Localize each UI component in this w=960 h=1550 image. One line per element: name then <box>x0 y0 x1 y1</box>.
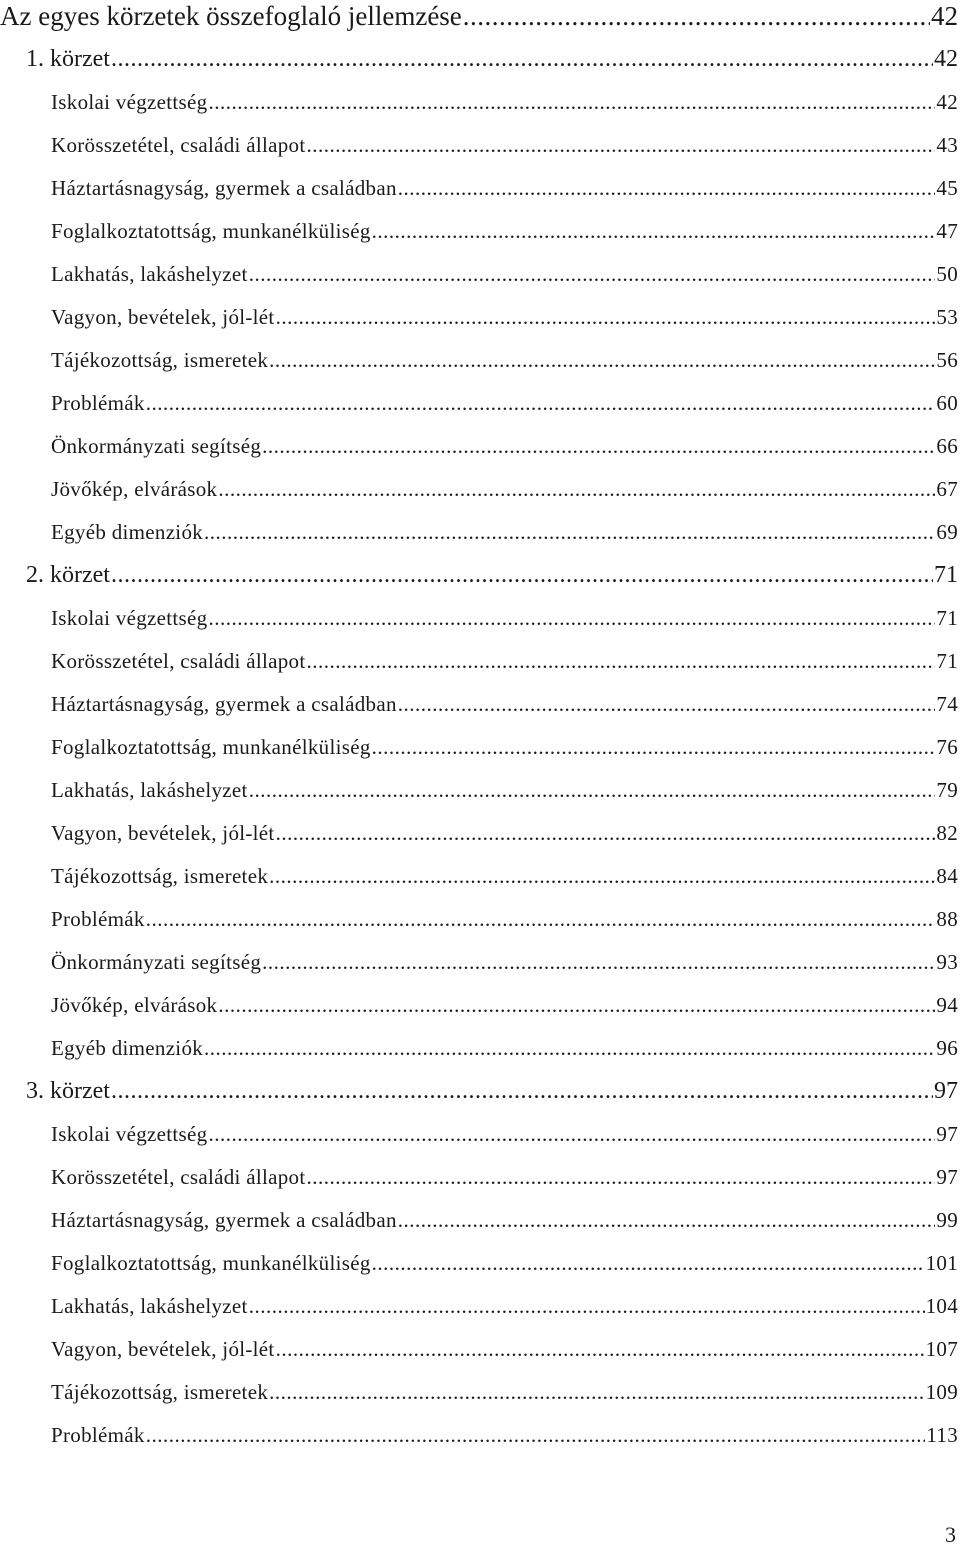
toc-subsection-entry[interactable] <box>0 1414 960 1457</box>
toc-entry-page: 113 <box>926 1423 958 1447</box>
toc-subsection-entry[interactable] <box>0 167 960 210</box>
toc-entry-page: 69 <box>936 520 958 544</box>
toc-entry-page: 71 <box>936 649 958 673</box>
toc-entry-label: Korösszetétel, családi állapot <box>51 1165 306 1189</box>
toc-entry-page: 99 <box>936 1208 958 1232</box>
toc-entry-label: 3. körzet <box>26 1078 110 1104</box>
toc-subsection-entry[interactable] <box>0 597 960 640</box>
toc-subsection-entry[interactable] <box>0 124 960 167</box>
toc-entry-page: 97 <box>936 1165 958 1189</box>
dot-leader <box>307 640 936 683</box>
toc-entry-label: Foglalkoztatottság, munkanélküliség <box>51 1251 371 1275</box>
toc-entry-page: 74 <box>936 692 958 716</box>
dot-leader <box>372 726 936 769</box>
toc-entry-label: Korösszetétel, családi állapot <box>51 649 306 673</box>
dot-leader <box>398 167 936 210</box>
dot-leader <box>208 81 935 124</box>
dot-leader <box>262 425 935 468</box>
toc-entry-label: Problémák <box>51 1423 145 1447</box>
dot-leader <box>276 812 936 855</box>
toc-subsection-entry[interactable] <box>0 1242 960 1285</box>
toc-entry-page: 42 <box>931 1 958 31</box>
toc-entry-page: 56 <box>936 348 958 372</box>
toc-entry-label: Vagyon, bevételek, jól-lét <box>51 821 275 845</box>
toc-subsection-entry[interactable] <box>0 984 960 1027</box>
toc-subsection-entry[interactable] <box>0 1156 960 1199</box>
toc-entry-label: Vagyon, bevételek, jól-lét <box>51 305 275 329</box>
toc-subsection-entry[interactable] <box>0 81 960 124</box>
dot-leader <box>146 898 936 941</box>
toc-entry-label: Önkormányzati segítség <box>51 950 262 974</box>
page-number: 3 <box>945 1522 956 1547</box>
toc-entry-label: Jövőkép, elvárások <box>51 993 218 1017</box>
toc-entry-label: Iskolai végzettség <box>51 90 208 114</box>
toc-entry-label: Problémák <box>51 907 145 931</box>
toc-entry-page: 71 <box>936 606 958 630</box>
toc-subsection-entry[interactable] <box>0 812 960 855</box>
toc-entry-page: 94 <box>936 993 958 1017</box>
toc-entry-page: 82 <box>936 821 958 845</box>
dot-leader <box>463 0 930 38</box>
toc-subsection-entry[interactable] <box>0 726 960 769</box>
toc-subsection-entry[interactable] <box>0 425 960 468</box>
dot-leader <box>204 1027 935 1070</box>
toc-entry-page: 88 <box>936 907 958 931</box>
toc-entry-label: Lakhatás, lakáshelyzet <box>51 778 248 802</box>
dot-leader <box>146 382 936 425</box>
toc-entry-label: Háztartásnagyság, gyermek a családban <box>51 692 397 716</box>
toc-entry-page: 96 <box>936 1036 958 1060</box>
dot-leader <box>249 253 936 296</box>
toc-entry-label: Foglalkoztatottság, munkanélküliség <box>51 735 371 759</box>
dot-leader <box>276 1328 925 1371</box>
toc-subsection-entry[interactable] <box>0 769 960 812</box>
dot-leader <box>307 124 936 167</box>
dot-leader <box>146 1414 926 1457</box>
dot-leader <box>398 1199 936 1242</box>
toc-subsection-entry[interactable] <box>0 1199 960 1242</box>
dot-leader <box>111 38 933 81</box>
toc-subsection-entry[interactable] <box>0 1371 960 1414</box>
toc-entry-label: Egyéb dimenziók <box>51 1036 204 1060</box>
toc-subsection-entry[interactable] <box>0 210 960 253</box>
toc-entry-label: Az egyes körzetek összefoglaló jellemzése <box>0 1 462 31</box>
toc-entry-label: Iskolai végzettség <box>51 1122 208 1146</box>
dot-leader <box>307 1156 936 1199</box>
dot-leader <box>218 468 935 511</box>
toc-entry-page: 104 <box>925 1294 958 1318</box>
toc-subsection-entry[interactable] <box>0 855 960 898</box>
toc-entry-label: 1. körzet <box>26 46 110 72</box>
toc-entry-page: 60 <box>936 391 958 415</box>
toc-entry-page: 42 <box>936 90 958 114</box>
toc-subsection-entry[interactable] <box>0 898 960 941</box>
toc-entry-page: 93 <box>936 950 958 974</box>
toc-entry-label: 2. körzet <box>26 562 110 588</box>
dot-leader <box>111 1070 933 1113</box>
toc-entry-page: 84 <box>936 864 958 888</box>
dot-leader <box>249 1285 925 1328</box>
toc-entry-page: 66 <box>936 434 958 458</box>
toc-entry-page: 97 <box>934 1078 958 1104</box>
toc-entry-page: 76 <box>936 735 958 759</box>
toc-entry-label: Háztartásnagyság, gyermek a családban <box>51 1208 397 1232</box>
dot-leader <box>398 683 936 726</box>
toc-subsection-entry[interactable] <box>0 468 960 511</box>
dot-leader <box>269 1371 924 1414</box>
toc-subsection-entry[interactable] <box>0 1328 960 1371</box>
dot-leader <box>208 597 935 640</box>
toc-subsection-entry[interactable] <box>0 1113 960 1156</box>
dot-leader <box>218 984 935 1027</box>
toc-entry-label: Vagyon, bevételek, jól-lét <box>51 1337 275 1361</box>
toc-entry-label: Lakhatás, lakáshelyzet <box>51 262 248 286</box>
dot-leader <box>249 769 936 812</box>
toc-section-entry[interactable] <box>0 38 960 81</box>
toc-section-entry[interactable] <box>0 554 960 597</box>
dot-leader <box>269 339 935 382</box>
toc-entry-label: Jövőkép, elvárások <box>51 477 218 501</box>
toc-subsection-entry[interactable] <box>0 683 960 726</box>
toc-subsection-entry[interactable] <box>0 382 960 425</box>
toc-entry-label: Tájékozottság, ismeretek <box>51 864 269 888</box>
toc-entry-page: 97 <box>936 1122 958 1146</box>
dot-leader <box>372 210 936 253</box>
toc-subsection-entry[interactable] <box>0 1285 960 1328</box>
toc-entry-page: 45 <box>936 176 958 200</box>
toc-subsection-entry[interactable] <box>0 253 960 296</box>
toc-entry-page: 101 <box>925 1251 958 1275</box>
toc-entry-label: Tájékozottság, ismeretek <box>51 348 269 372</box>
toc-entry-page: 43 <box>936 133 958 157</box>
toc-subsection-entry[interactable] <box>0 339 960 382</box>
toc-subsection-entry[interactable] <box>0 941 960 984</box>
toc-entry-page: 109 <box>925 1380 958 1404</box>
dot-leader <box>372 1242 925 1285</box>
toc-entry-label: Önkormányzati segítség <box>51 434 262 458</box>
toc-entry-label: Iskolai végzettség <box>51 606 208 630</box>
toc-subsection-entry[interactable] <box>0 640 960 683</box>
toc-section-entry[interactable] <box>0 1070 960 1113</box>
toc-entry-label: Háztartásnagyság, gyermek a családban <box>51 176 397 200</box>
toc-entry-page: 107 <box>925 1337 958 1361</box>
dot-leader <box>269 855 935 898</box>
toc-entry-label: Lakhatás, lakáshelyzet <box>51 1294 248 1318</box>
toc-entry-page: 53 <box>936 305 958 329</box>
toc-entry-label: Egyéb dimenziók <box>51 520 204 544</box>
toc-entry-label: Tájékozottság, ismeretek <box>51 1380 269 1404</box>
dot-leader <box>276 296 936 339</box>
toc-heading[interactable] <box>0 0 960 38</box>
dot-leader <box>204 511 935 554</box>
dot-leader <box>208 1113 935 1156</box>
dot-leader <box>111 554 933 597</box>
toc-entry-label: Problémák <box>51 391 145 415</box>
toc-subsection-entry[interactable] <box>0 296 960 339</box>
toc-entry-page: 67 <box>936 477 958 501</box>
toc-entry-page: 42 <box>934 46 958 72</box>
toc-subsection-entry[interactable] <box>0 1027 960 1070</box>
dot-leader <box>262 941 935 984</box>
toc-entry-label: Foglalkoztatottság, munkanélküliség <box>51 219 371 243</box>
toc-entry-page: 50 <box>936 262 958 286</box>
toc-entry-page: 79 <box>936 778 958 802</box>
toc-entry-page: 71 <box>934 562 958 588</box>
toc-subsection-entry[interactable] <box>0 511 960 554</box>
toc-entry-page: 47 <box>936 219 958 243</box>
toc-entry-label: Korösszetétel, családi állapot <box>51 133 306 157</box>
